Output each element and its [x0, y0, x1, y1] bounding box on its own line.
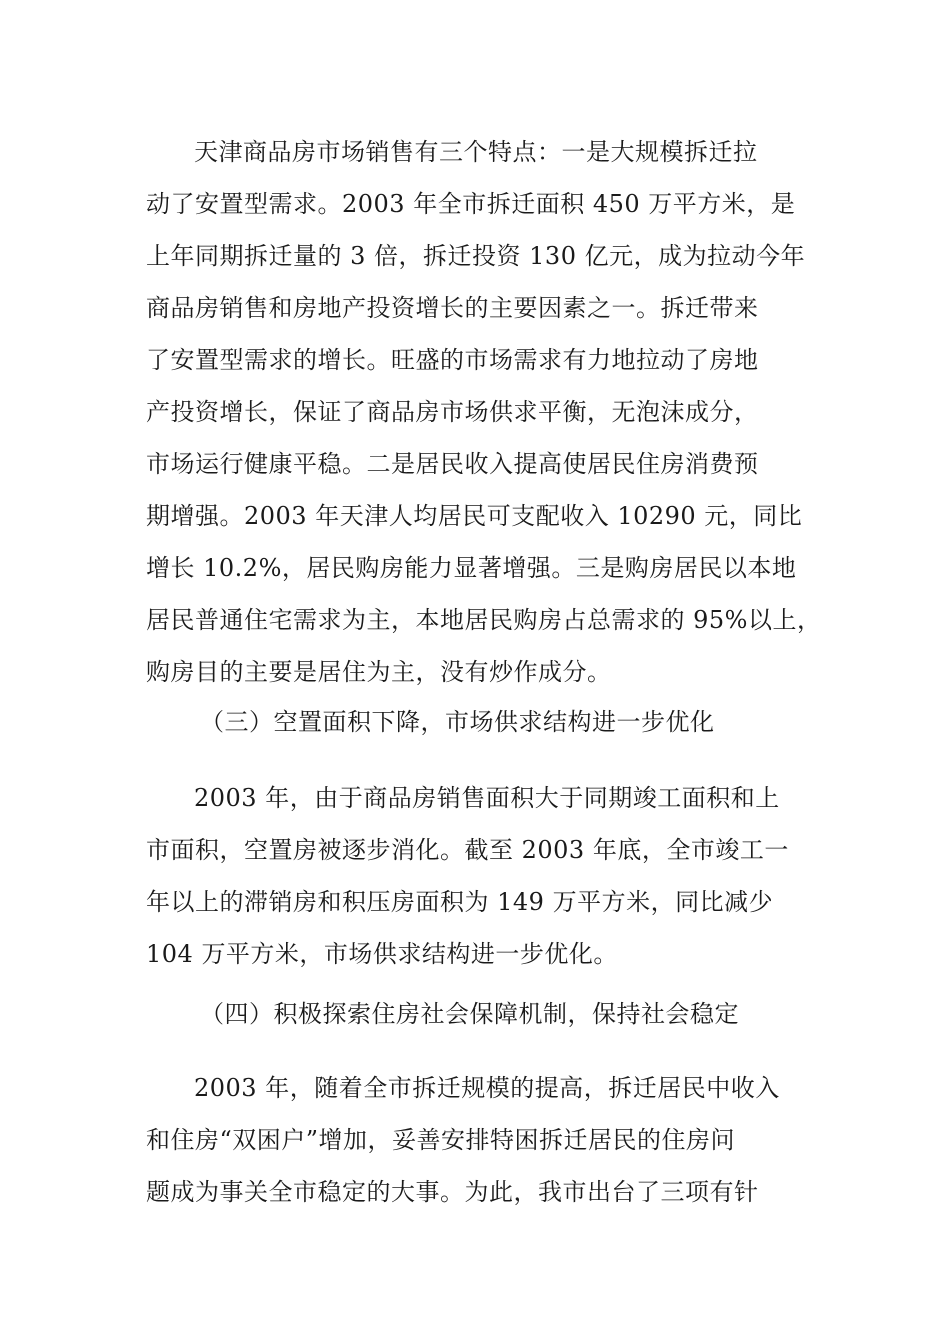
text-line: 和住房“双困户”增加，妥善安排特困拆迁居民的住房问 [146, 1126, 736, 1154]
text-line: 居民普通住宅需求为主，本地居民购房占总需求的 95%以上， [146, 606, 822, 634]
text-line: 题成为事关全市稳定的大事。为此，我市出台了三项有针 [146, 1178, 759, 1206]
text-line: 年以上的滞销房和积压房面积为 149 万平方米，同比减少 [146, 888, 774, 916]
text-line: 购房目的主要是居住为主，没有炒作成分。 [146, 658, 612, 686]
section-heading-four [146, 988, 826, 1040]
text-line: 商品房销售和房地产投资增长的主要因素之一。拆迁带来 [146, 294, 759, 322]
text-line: 市面积，空置房被逐步消化。截至 2003 年底，全市竣工一 [146, 836, 789, 864]
heading-line: （四）积极探索住房社会保障机制，保持社会稳定 [200, 1000, 739, 1028]
text-line: 2003 年，由于商品房销售面积大于同期竣工面积和上 [194, 784, 780, 812]
heading-line: （三）空置面积下降，市场供求结构进一步优化 [200, 708, 715, 736]
text-line: 2003 年，随着全市拆迁规模的提高，拆迁居民中收入 [194, 1074, 780, 1102]
paragraph-vacancy [146, 772, 826, 980]
text-line: 上年同期拆迁量的 3 倍，拆迁投资 130 亿元，成为拉动今年 [146, 242, 806, 270]
text-line: 期增强。2003 年天津人均居民可支配收入 10290 元，同比 [146, 502, 803, 530]
text-line: 市场运行健康平稳。二是居民收入提高使居民住房消费预 [146, 450, 759, 478]
text-line: 104 万平方米，市场供求结构进一步优化。 [146, 940, 618, 968]
text-line: 增长 10.2%，居民购房能力显著增强。三是购房居民以本地 [146, 554, 797, 582]
text-line: 动了安置型需求。2003 年全市拆迁面积 450 万平方米，是 [146, 190, 796, 218]
paragraph-housing-security [146, 1062, 826, 1218]
section-heading-three [146, 696, 826, 748]
text-line: 了安置型需求的增长。旺盛的市场需求有力地拉动了房地 [146, 346, 759, 374]
paragraph-sales-characteristics [146, 126, 826, 698]
text-line: 产投资增长，保证了商品房市场供求平衡，无泡沫成分， [146, 398, 759, 426]
text-line: 天津商品房市场销售有三个特点：一是大规模拆迁拉 [194, 138, 758, 166]
